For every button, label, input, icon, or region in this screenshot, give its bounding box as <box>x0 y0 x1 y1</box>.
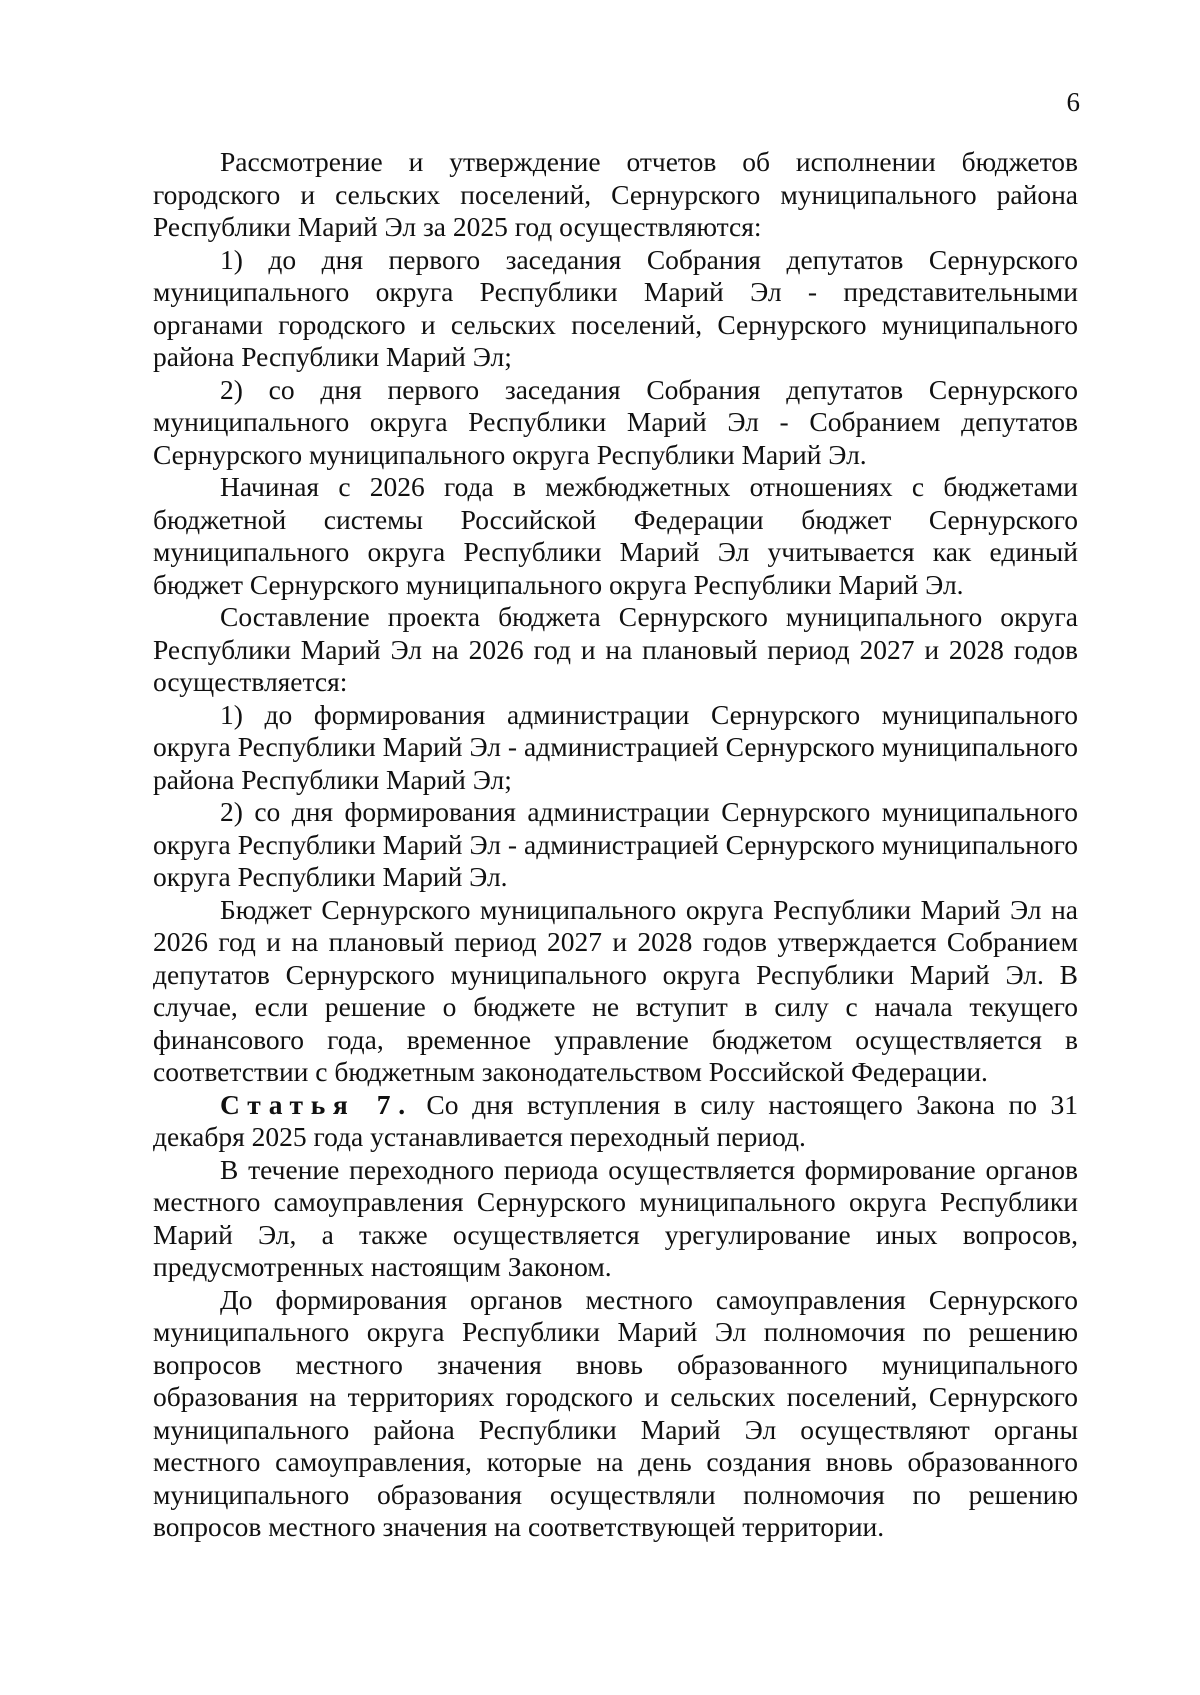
paragraph-budget-approval: Бюджет Сернурского муниципального округа Республики Марий Эл на 2026 год и на плановый период 2027 и 2028 годов утверждается Собранием депутатов Сернурского муниципального округа Республики Марий Эл. В случае, если решение о бюджете не вступит в силу с начала текущего финансового года, временное управление бюджетом осуществляется в соответствии с бюджетным законодательством Российской Федерации. <box>153 893 1078 1087</box>
paragraph-report-item-1: 1) до дня первого заседания Собрания депутатов Сернурского муниципального округа Республики Марий Эл - представительными органами городского и сельских поселений, Сернурского муниципального района Республики Марий Эл; <box>153 243 1078 372</box>
paragraph-report-item-2: 2) со дня первого заседания Собрания депутатов Сернурского муниципального округа Республики Марий Эл - Собранием депутатов Сернурского муниципального округа Республики Марий Эл. <box>153 373 1078 470</box>
paragraph-transition-period: В течение переходного периода осуществляется формирование органов местного самоуправления Сернурского муниципального округа Республики Марий Эл, а также осуществляется урегулирование иных вопросов, предусмотренных настоящим Законом. <box>153 1153 1078 1282</box>
document-body <box>153 146 1078 1544</box>
article-7-text: Со дня вступления в силу настоящего Закона по 31 декабря 2025 года устанавливается переходный период. <box>153 1088 1079 1152</box>
paragraph-local-authority-powers: До формирования органов местного самоуправления Сернурского муниципального округа Республики Марий Эл полномочия по решению вопросов местного значения вновь образованного муниципального образования на территориях городского и сельских поселений, Сернурского муниципального района Республики Марий Эл осуществляют органы местного самоуправления, которые на день создания вновь образованного муниципального образования осуществляли полномочия по решению вопросов местного значения на соответствующей территории. <box>153 1283 1078 1542</box>
paragraph-interbudget-relations: Начиная с 2026 года в межбюджетных отношениях с бюджетами бюджетной системы Российской Федерации бюджет Сернурского муниципального округа Республики Марий Эл учитывается как единый бюджет Сернурского муниципального округа Республики Марий Эл. <box>153 471 1078 600</box>
paragraph-report-approval: Рассмотрение и утверждение отчетов об исполнении бюджетов городского и сельских поселений, Сернурского муниципального района Республики Марий Эл за 2025 год осуществляются: <box>153 146 1078 242</box>
paragraph-budget-draft-item-1: 1) до формирования администрации Сернурского муниципального округа Республики Марий Эл - администрацией Сернурского муниципального района Республики Марий Эл; <box>153 698 1078 795</box>
paragraph-budget-draft: Составление проекта бюджета Сернурского муниципального округа Республики Марий Эл на 2026 год и на плановый период 2027 и 2028 годов осуществляется: <box>153 601 1078 697</box>
page-number: 6 <box>1066 87 1080 117</box>
paragraph-budget-draft-item-2: 2) со дня формирования администрации Сернурского муниципального округа Республики Марий Эл - администрацией Сернурского муниципального округа Республики Марий Эл. <box>153 796 1078 892</box>
article-7-paragraph <box>153 1089 1078 1154</box>
article-7-label: Статья 7. <box>220 1088 413 1120</box>
